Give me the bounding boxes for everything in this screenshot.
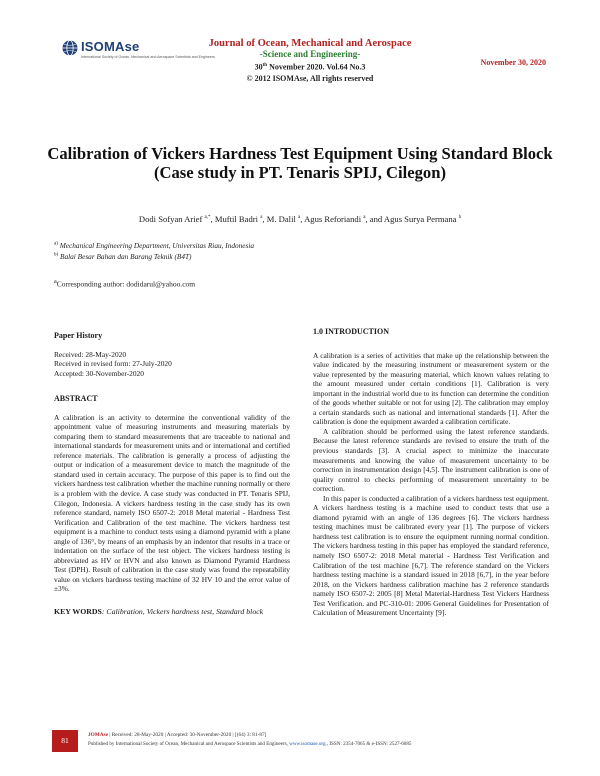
issue-day: 30	[254, 62, 263, 72]
affiliation-text: Mechanical Engineering Department, Universitas Riau, Indonesia	[57, 241, 255, 250]
author-name: M. Dalil	[266, 214, 296, 224]
issue-rest: November 2020. Vol.64 No.3	[267, 62, 366, 72]
journal-title: Journal of Ocean, Mechanical and Aerospace	[208, 38, 412, 49]
affiliation-mark: b)	[54, 252, 59, 258]
header-date: November 30, 2020	[480, 58, 546, 67]
history-revised: Received in revised form: 27-July-2020	[54, 359, 172, 369]
history-received: Received: 28-May-2020	[54, 349, 127, 359]
author-mark: a	[298, 215, 301, 221]
footer-citation	[88, 732, 266, 738]
author-sep: , and	[365, 214, 384, 224]
intro-paragraph-1: A calibration is a series of activities that make up the relationship between the value indicated by the measuring instrument or measurement system or the value represented by the measuring material, which known values relating to the amount measured under certain conditions [1]. Calibration is very important in the industrial world due to its function can determine the condition of the goods whether suitable or not for using [2]. The calibration may employ a certain standards such as national and international standards [1]. After the calibration is done the equipment awarded a calibration certificate.	[313, 350, 549, 427]
intro-paragraph-2: A calibration should be performed using the latest reference standards. Because the latest reference standards are revised to ensure the truth of the previous standards [3]. A crucial aspect to minimize the inaccurate measurements and knowing the value of measurement uncertainty to be correction in instrumentation design [4,5]. The instrument calibration is one of quality control to checks performing of measurement uncertainty to be correction.	[313, 426, 549, 494]
issue-day-suffix: th	[262, 63, 268, 68]
author-name: Muftil Badri	[214, 214, 259, 224]
author-sep: ,	[300, 214, 305, 224]
footer-journal-abbr: JOMAse	[88, 732, 109, 738]
corresponding-author	[54, 278, 195, 289]
journal-subtitle: -Science and Engineering-	[259, 49, 361, 59]
logo-subtitle: International Society of Ocean, Mechanical and Aerospace Scientists and Engineers	[81, 55, 215, 59]
author-mark: a	[260, 215, 263, 221]
author-name: Dodi Sofyan Arief	[138, 214, 203, 224]
logo-name: ISOMAse	[81, 39, 140, 54]
keywords-label: KEY WORDS	[54, 606, 102, 616]
author-mark: a,*	[204, 215, 211, 221]
abstract-text: A calibration is an activity to determine the conventional validity of the appointment value of measuring instruments and measuring materials by comparing them to standard measurements that are traceable to national and international standards for measurement units and or international and certified reference materials. The calibration is generally a process of adjusting the output or indication of a measurement device to match the magnitude of the standard used in certain accuracy. The purpose of this paper is to find out the vickers hardness test calibration whether the machine running normally or there is a problem with the device. A case study was conducted in PT. Tenaris SPIJ, Cilegon, Indonesia. A vickers hardness testing in the case study has its own reference standard, namely ISO 6507-2: 2018 Metal material - Hardness Test Verification and Calibration of the test machine. The vickers hardness test equipment is a machine to conduct tests using a diamond pyramid with a plane angle of 136°, by means of an emphasis by an indentor that results in a trace or indentation on the surface of the test object. The vickers hardness testing is abbreviated as HV or HVN and also known as Diamond Pyramid Hardness Test (DPH). Result of calibration in the case study was found the repeatability value on vickers hardness testing machine of 32 HV 10 and the error value of ±3%.	[54, 412, 291, 594]
affiliation-mark: a)	[54, 241, 58, 247]
journal-logo	[62, 36, 215, 66]
keywords	[54, 607, 290, 617]
corresponding-mark: a	[54, 278, 57, 285]
footer-citation-text: | Received: 28-May-2020 | Accepted: 30-November-2020 | [(64) 3: 81-87]	[108, 732, 267, 738]
author-name: Agus Reforiandi	[304, 214, 362, 224]
paper-history-heading: Paper History	[54, 331, 103, 340]
journal-issue	[200, 60, 420, 73]
corresponding-text: Corresponding author: dodidarul@yahoo.com	[56, 279, 196, 289]
author-mark: a	[363, 215, 366, 221]
author-mark: b	[458, 215, 462, 221]
page-number: 81	[61, 736, 69, 745]
journal-header	[200, 38, 420, 84]
keywords-text: : Calibration, Vickers hardness test, Standard block	[101, 606, 264, 616]
left-column	[54, 331, 290, 617]
author-list	[40, 214, 560, 224]
footer-publisher	[88, 741, 411, 747]
author-sep: ,	[262, 214, 267, 224]
footer-publisher-text: Published by International Society of Ocean, Mechanical and Aerospace Scientists and Engineers,	[88, 741, 290, 747]
intro-paragraph-3: In this paper is conducted a calibration of a vickers hardness test equipment. A vickers hardness testing is a machine used to conduct tests that use a diamond pyramid with an angle of 136 degrees [6]. The vickers hardness testing machines must be calibrated every year [1]. The purpose of vickers hardness test calibration is to ensure the equipment running normal condition. The vickers hardness testing in this paper has employed the standard reference, namely ISO 6507-2: 2018 Metal material - Hardness Test Verification and Calibration of the test machine [6,7]. The reference standard on the Vickers hardness testing machine is a standard issued in 2018 [6,7], in the year before 2018, on the Vickers hardness calibration machine has 2 reference standards namely ISO 6507-2: 2005 [8] Metal Material-Hardness Test Vickers Hardness Test Verification. and PC-310-01: 2006 General Guidelines for Presentation of Calculation of Measurement Uncertainty [9].	[313, 493, 549, 618]
journal-copyright: © 2012 ISOMAse, All rights reserved	[246, 73, 374, 83]
introduction-heading: 1.0 INTRODUCTION	[313, 327, 390, 336]
footer-website-link[interactable]: www.isomase.org	[289, 741, 326, 747]
history-accepted: Accepted: 30-November-2020	[54, 368, 144, 378]
footer-issn: ., ISSN: 2354-7065 & e-ISSN: 2527-6085	[325, 741, 412, 747]
author-name: Agus Surya Permana	[383, 214, 457, 224]
affiliation-text: Balai Besar Bahan dan Barang Teknik (B4T)	[58, 252, 192, 261]
article-title: Calibration of Vickers Hardness Test Equipment Using Standard Block (Case study in PT. Tenaris SPIJ, Cilegon)	[47, 144, 553, 182]
abstract-heading: ABSTRACT	[54, 394, 98, 404]
affiliation-b	[54, 252, 191, 261]
right-column	[313, 327, 549, 618]
globe-logo-icon	[62, 40, 78, 56]
author-sep: ,	[210, 214, 215, 224]
affiliation-a	[54, 241, 254, 250]
